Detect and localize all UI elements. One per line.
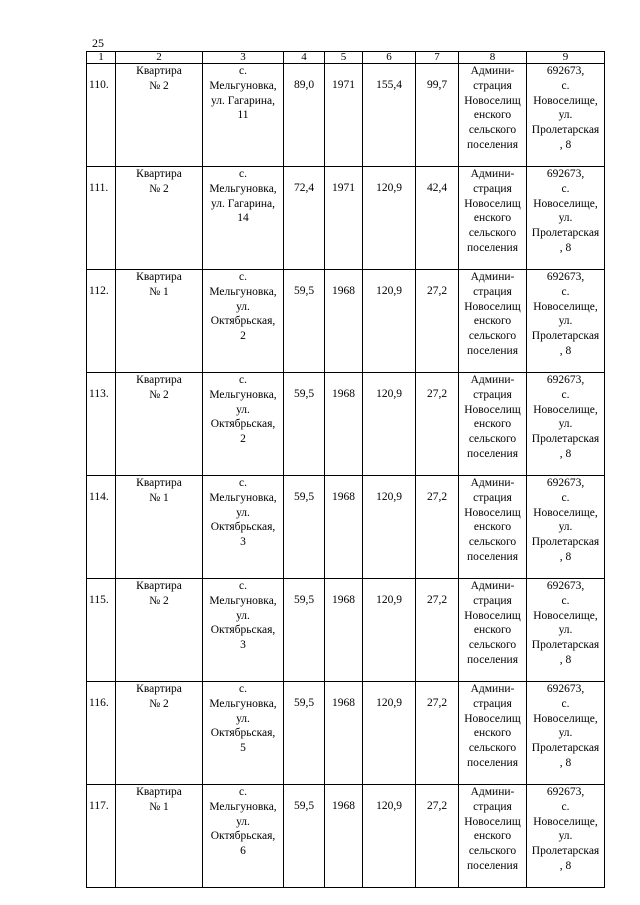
address-cell (203, 270, 284, 373)
year-cell: 1968 (325, 785, 363, 888)
holder-address-line: Пролетарская (531, 433, 600, 446)
holder-address-cell (527, 682, 605, 785)
holder-cell (459, 682, 527, 785)
object-name-line: № 2 (149, 79, 169, 92)
object-name-line: Квартира (136, 477, 182, 489)
address-line: Октябрьская, (210, 727, 276, 740)
holder-line: Новоселищ (464, 94, 521, 107)
address-line: Октябрьская, (210, 315, 276, 328)
holder-line: поселения (467, 859, 518, 872)
address-line: с. (239, 683, 247, 695)
address-line: ул. (236, 506, 250, 519)
holder-line: поселения (467, 550, 518, 563)
table-row (87, 270, 605, 373)
address-line: 2 (240, 330, 246, 343)
row-number-cell: 113. (87, 373, 116, 476)
table-row (87, 682, 605, 785)
address-line: Мельгуновка, (209, 697, 277, 710)
holder-address-line: с. (561, 182, 570, 195)
holder-address-line: 692673, (546, 580, 585, 592)
object-name-line: № 1 (149, 491, 169, 504)
holder-address-line: Новоселище, (533, 94, 598, 107)
holder-line: енского (473, 830, 512, 843)
holder-line: сельского (468, 845, 517, 858)
holder-line: Новоселищ (464, 712, 521, 725)
value1-cell: 120,9 (363, 785, 416, 888)
holder-line: Новоселищ (464, 815, 521, 828)
holder-address-line: , 8 (559, 138, 572, 151)
holder-address-line: с. (561, 491, 570, 504)
address-line: с. (239, 477, 247, 489)
holder-line: Новоселищ (464, 506, 521, 519)
address-line: 14 (237, 212, 249, 225)
holder-line: поселения (467, 653, 518, 666)
holder-address-line: с. (561, 388, 570, 401)
holder-address-line: ул. (558, 418, 573, 431)
holder-line: поселения (467, 138, 518, 151)
object-name-line: № 2 (149, 182, 169, 195)
holder-address-line: ул. (558, 624, 573, 637)
value2-cell: 27,2 (416, 373, 459, 476)
holder-line: Новоселищ (464, 300, 521, 313)
holder-address-line: 692673, (546, 683, 585, 695)
holder-line: сельского (468, 330, 517, 343)
object-name-line: Квартира (136, 65, 182, 77)
holder-line: поселения (467, 447, 518, 460)
holder-address-line: ул. (558, 521, 573, 534)
address-cell (203, 682, 284, 785)
holder-address-line: Пролетарская (531, 536, 600, 549)
table-row (87, 167, 605, 270)
holder-address-line: с. (561, 79, 570, 92)
object-name-cell (116, 579, 203, 682)
holder-line: страция (473, 800, 512, 813)
holder-address-line: Новоселище, (533, 300, 598, 313)
address-line: ул. (236, 815, 250, 828)
column-header: 9 (527, 52, 605, 64)
holder-address-line: с. (561, 285, 570, 298)
holder-line: страция (473, 491, 512, 504)
area-cell: 59,5 (284, 785, 325, 888)
holder-line: енского (473, 109, 512, 122)
holder-address-line: Пролетарская (531, 330, 600, 343)
object-name-line: Квартира (136, 786, 182, 798)
area-cell: 59,5 (284, 270, 325, 373)
holder-address-line: , 8 (559, 550, 572, 563)
holder-line: енского (473, 624, 512, 637)
table-body (87, 64, 605, 888)
address-cell (203, 476, 284, 579)
holder-address-line: 692673, (546, 786, 585, 798)
address-line: ул. Гагарина, (210, 94, 276, 107)
address-line: Мельгуновка, (209, 285, 277, 298)
row-number-cell: 114. (87, 476, 116, 579)
value1-cell: 155,4 (363, 64, 416, 167)
holder-line: сельского (468, 227, 517, 240)
address-line: ул. (236, 403, 250, 416)
holder-address-line: Пролетарская (531, 639, 600, 652)
object-name-cell (116, 476, 203, 579)
table-row (87, 785, 605, 888)
object-name-line: Квартира (136, 271, 182, 283)
address-line: Мельгуновка, (209, 388, 277, 401)
object-name-line: № 2 (149, 697, 169, 710)
object-name-line: № 2 (149, 388, 169, 401)
holder-line: енского (473, 418, 512, 431)
holder-address-line: Пролетарская (531, 227, 600, 240)
holder-address-line: Пролетарская (531, 124, 600, 137)
address-line: с. (239, 168, 247, 180)
holder-address-line: ул. (558, 830, 573, 843)
holder-address-line: с. (561, 800, 570, 813)
year-cell: 1968 (325, 373, 363, 476)
holder-address-line: 692673, (546, 168, 585, 180)
row-number-cell: 112. (87, 270, 116, 373)
table-row (87, 579, 605, 682)
address-line: 5 (240, 742, 246, 755)
holder-line: Новоселищ (464, 403, 521, 416)
area-cell: 59,5 (284, 579, 325, 682)
row-number-cell: 116. (87, 682, 116, 785)
address-line: с. (239, 374, 247, 386)
area-cell: 72,4 (284, 167, 325, 270)
holder-line: поселения (467, 756, 518, 769)
holder-address-line: Новоселище, (533, 403, 598, 416)
address-cell (203, 373, 284, 476)
value2-cell: 27,2 (416, 682, 459, 785)
holder-line: Новоселищ (464, 197, 521, 210)
holder-address-cell (527, 373, 605, 476)
address-line: с. (239, 271, 247, 283)
object-name-cell (116, 682, 203, 785)
address-cell (203, 64, 284, 167)
address-line: Мельгуновка, (209, 800, 277, 813)
holder-address-line: Новоселище, (533, 609, 598, 622)
holder-line: енского (473, 521, 512, 534)
table-row (87, 476, 605, 579)
address-line: 11 (237, 109, 249, 122)
holder-address-line: , 8 (559, 447, 572, 460)
holder-cell (459, 270, 527, 373)
area-cell: 59,5 (284, 476, 325, 579)
holder-line: поселения (467, 241, 518, 254)
year-cell: 1968 (325, 270, 363, 373)
address-line: 6 (240, 845, 246, 858)
holder-cell (459, 476, 527, 579)
holder-address-line: Новоселище, (533, 712, 598, 725)
address-line: ул. (236, 712, 250, 725)
holder-address-line: с. (561, 594, 570, 607)
address-cell (203, 167, 284, 270)
holder-line: сельского (468, 536, 517, 549)
column-header: 1 (87, 52, 116, 64)
holder-line: енского (473, 315, 512, 328)
area-cell: 59,5 (284, 373, 325, 476)
value2-cell: 99,7 (416, 64, 459, 167)
holder-address-line: Пролетарская (531, 742, 600, 755)
holder-address-cell (527, 270, 605, 373)
holder-line: Админи- (470, 786, 515, 798)
address-line: Мельгуновка, (209, 79, 277, 92)
row-number-cell: 115. (87, 579, 116, 682)
address-line: с. (239, 786, 247, 798)
holder-line: енского (473, 212, 512, 225)
holder-line: сельского (468, 742, 517, 755)
value1-cell: 120,9 (363, 476, 416, 579)
column-header: 2 (116, 52, 203, 64)
holder-line: сельского (468, 124, 517, 137)
year-cell: 1968 (325, 579, 363, 682)
address-cell (203, 579, 284, 682)
holder-address-line: , 8 (559, 859, 572, 872)
holder-line: Админи- (470, 374, 515, 386)
value1-cell: 120,9 (363, 682, 416, 785)
holder-line: Админи- (470, 271, 515, 283)
area-cell: 59,5 (284, 682, 325, 785)
address-line: Мельгуновка, (209, 182, 277, 195)
value2-cell: 27,2 (416, 476, 459, 579)
holder-address-line: 692673, (546, 374, 585, 386)
holder-cell (459, 167, 527, 270)
holder-cell (459, 579, 527, 682)
holder-line: Админи- (470, 683, 515, 695)
holder-cell (459, 785, 527, 888)
year-cell: 1971 (325, 167, 363, 270)
address-line: с. (239, 65, 247, 77)
object-name-cell (116, 785, 203, 888)
address-line: Октябрьская, (210, 521, 276, 534)
object-name-line: Квартира (136, 374, 182, 386)
holder-address-line: , 8 (559, 653, 572, 666)
holder-line: Админи- (470, 65, 515, 77)
holder-cell (459, 373, 527, 476)
row-number-cell: 111. (87, 167, 116, 270)
address-line: Октябрьская, (210, 418, 276, 431)
holder-address-cell (527, 64, 605, 167)
holder-address-cell (527, 785, 605, 888)
holder-line: Админи- (470, 168, 515, 180)
area-cell: 89,0 (284, 64, 325, 167)
table-row (87, 373, 605, 476)
holder-line: енского (473, 727, 512, 740)
address-line: 2 (240, 433, 246, 446)
holder-line: Новоселищ (464, 609, 521, 622)
holder-line: поселения (467, 344, 518, 357)
value1-cell: 120,9 (363, 373, 416, 476)
address-line: Мельгуновка, (209, 594, 277, 607)
holder-address-line: 692673, (546, 65, 585, 77)
holder-address-cell (527, 476, 605, 579)
object-name-cell (116, 270, 203, 373)
holder-address-line: ул. (558, 212, 573, 225)
holder-address-line: ул. (558, 727, 573, 740)
address-cell (203, 785, 284, 888)
holder-line: страция (473, 594, 512, 607)
value2-cell: 27,2 (416, 270, 459, 373)
holder-address-line: , 8 (559, 241, 572, 254)
holder-line: сельского (468, 433, 517, 446)
holder-address-line: Новоселище, (533, 815, 598, 828)
year-cell: 1971 (325, 64, 363, 167)
address-line: Октябрьская, (210, 830, 276, 843)
holder-address-line: ул. (558, 109, 573, 122)
column-header-row (87, 52, 605, 64)
address-line: Октябрьская, (210, 624, 276, 637)
row-number-cell: 117. (87, 785, 116, 888)
holder-cell (459, 64, 527, 167)
address-line: Мельгуновка, (209, 491, 277, 504)
value2-cell: 42,4 (416, 167, 459, 270)
holder-address-line: 692673, (546, 477, 585, 489)
address-line: 3 (240, 639, 246, 652)
holder-line: страция (473, 79, 512, 92)
holder-address-line: ул. (558, 315, 573, 328)
year-cell: 1968 (325, 682, 363, 785)
holder-line: Админи- (470, 580, 515, 592)
holder-address-line: с. (561, 697, 570, 710)
holder-line: страция (473, 697, 512, 710)
object-name-cell (116, 373, 203, 476)
holder-address-line: Новоселище, (533, 197, 598, 210)
object-name-line: Квартира (136, 580, 182, 592)
object-name-cell (116, 167, 203, 270)
object-name-line: Квартира (136, 683, 182, 695)
column-header: 6 (363, 52, 416, 64)
column-header: 3 (203, 52, 284, 64)
object-name-cell (116, 64, 203, 167)
holder-address-cell (527, 167, 605, 270)
column-header: 5 (325, 52, 363, 64)
value2-cell: 27,2 (416, 579, 459, 682)
value1-cell: 120,9 (363, 579, 416, 682)
holder-line: страция (473, 285, 512, 298)
holder-address-cell (527, 579, 605, 682)
holder-line: страция (473, 182, 512, 195)
column-header: 8 (459, 52, 527, 64)
column-header: 4 (284, 52, 325, 64)
value1-cell: 120,9 (363, 167, 416, 270)
address-line: ул. Гагарина, (210, 197, 276, 210)
address-line: с. (239, 580, 247, 592)
page-number: 25 (92, 36, 104, 50)
holder-address-line: Новоселище, (533, 506, 598, 519)
value2-cell: 27,2 (416, 785, 459, 888)
address-line: 3 (240, 536, 246, 549)
holder-address-line: , 8 (559, 756, 572, 769)
property-registry-table (86, 51, 605, 888)
address-line: ул. (236, 609, 250, 622)
row-number-cell: 110. (87, 64, 116, 167)
holder-address-line: , 8 (559, 344, 572, 357)
holder-line: Админи- (470, 477, 515, 489)
object-name-line: № 1 (149, 285, 169, 298)
holder-address-line: 692673, (546, 271, 585, 283)
holder-address-line: Пролетарская (531, 845, 600, 858)
table-row (87, 64, 605, 167)
holder-line: страция (473, 388, 512, 401)
address-line: ул. (236, 300, 250, 313)
holder-line: сельского (468, 639, 517, 652)
object-name-line: Квартира (136, 168, 182, 180)
column-header: 7 (416, 52, 459, 64)
object-name-line: № 1 (149, 800, 169, 813)
year-cell: 1968 (325, 476, 363, 579)
value1-cell: 120,9 (363, 270, 416, 373)
object-name-line: № 2 (149, 594, 169, 607)
